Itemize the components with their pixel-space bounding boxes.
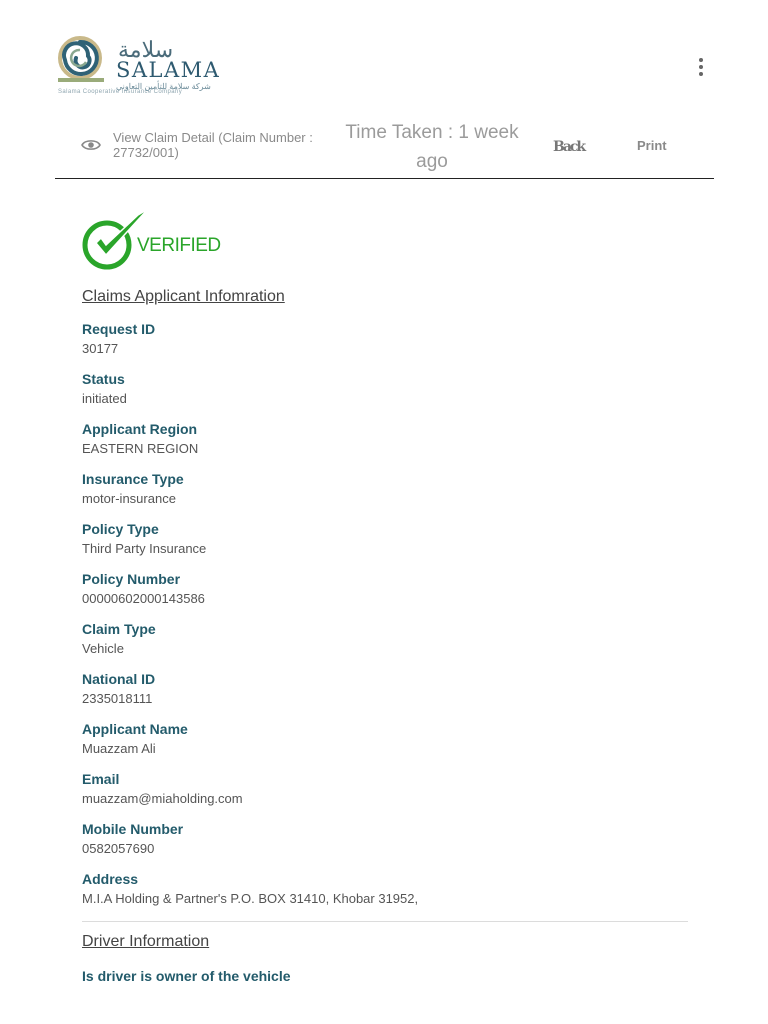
time-taken: Time Taken : 1 week ago <box>345 122 519 172</box>
eye-icon <box>81 138 101 152</box>
field-email <box>82 771 688 807</box>
field-status <box>82 371 688 407</box>
driver-section-title: Driver Information <box>82 933 210 950</box>
field-mobile-number <box>82 821 688 857</box>
driver-owner-question: Is driver is owner of the vehicle <box>82 968 291 984</box>
field-value: M.I.A Holding & Partner's P.O. BOX 31410, Khobar 31952, <box>82 891 419 906</box>
applicant-section-title: Claims Applicant Infomration <box>82 288 285 305</box>
view-claim-detail-link[interactable]: View Claim Detail (Claim Number : 27732/001) <box>113 130 313 160</box>
field-claim-type <box>82 621 688 657</box>
field-label: Insurance Type <box>82 471 184 487</box>
brand-name: SALAMA <box>116 58 221 82</box>
field-applicant-region <box>82 421 688 457</box>
field-label: Request ID <box>82 321 156 337</box>
verified-badge <box>82 205 688 275</box>
field-national-id <box>82 671 688 707</box>
claim-details <box>82 205 688 984</box>
field-label: Policy Type <box>82 521 159 537</box>
field-applicant-name <box>82 721 688 757</box>
brand-subtitle-arabic: شركة سلامة للتأمين التعاوني <box>116 82 211 91</box>
field-value: muazzam@miaholding.com <box>82 791 243 806</box>
field-address <box>82 871 688 907</box>
salama-logo[interactable] <box>58 36 221 100</box>
field-value: Third Party Insurance <box>82 541 207 556</box>
field-label: Email <box>82 771 120 787</box>
field-policy-type <box>82 521 688 557</box>
field-value: 0582057690 <box>82 841 155 856</box>
applicant-fields <box>82 321 688 907</box>
field-value: 00000602000143586 <box>82 591 205 606</box>
field-label: Address <box>82 871 139 887</box>
field-insurance-type <box>82 471 688 507</box>
field-value: Muazzam Ali <box>82 741 156 756</box>
field-value: 30177 <box>82 341 119 356</box>
brand-name-arabic: سلامة <box>118 38 174 63</box>
field-label: National ID <box>82 671 156 687</box>
back-button[interactable]: Back <box>553 139 585 155</box>
brand-subtitle: Salama Cooperative Insurance Company <box>58 89 183 95</box>
field-label: Policy Number <box>82 571 181 587</box>
print-button[interactable]: Print <box>637 138 667 153</box>
field-policy-number <box>82 571 688 607</box>
field-value: motor-insurance <box>82 491 176 506</box>
field-value: EASTERN REGION <box>82 441 199 456</box>
more-options-icon[interactable] <box>694 56 708 78</box>
section-divider <box>82 921 688 922</box>
field-value: 2335018111 <box>82 691 153 706</box>
field-label: Applicant Region <box>82 421 198 437</box>
swirl-logo-icon <box>58 36 114 84</box>
field-value: Vehicle <box>82 641 124 656</box>
field-label: Status <box>82 371 125 387</box>
field-value: initiated <box>82 391 127 406</box>
page-header <box>0 0 768 180</box>
verified-label: VERIFIED <box>137 235 221 256</box>
field-request-id <box>82 321 688 357</box>
claim-toolbar <box>55 110 714 179</box>
field-label: Applicant Name <box>82 721 188 737</box>
field-label: Mobile Number <box>82 821 184 837</box>
field-label: Claim Type <box>82 621 156 637</box>
